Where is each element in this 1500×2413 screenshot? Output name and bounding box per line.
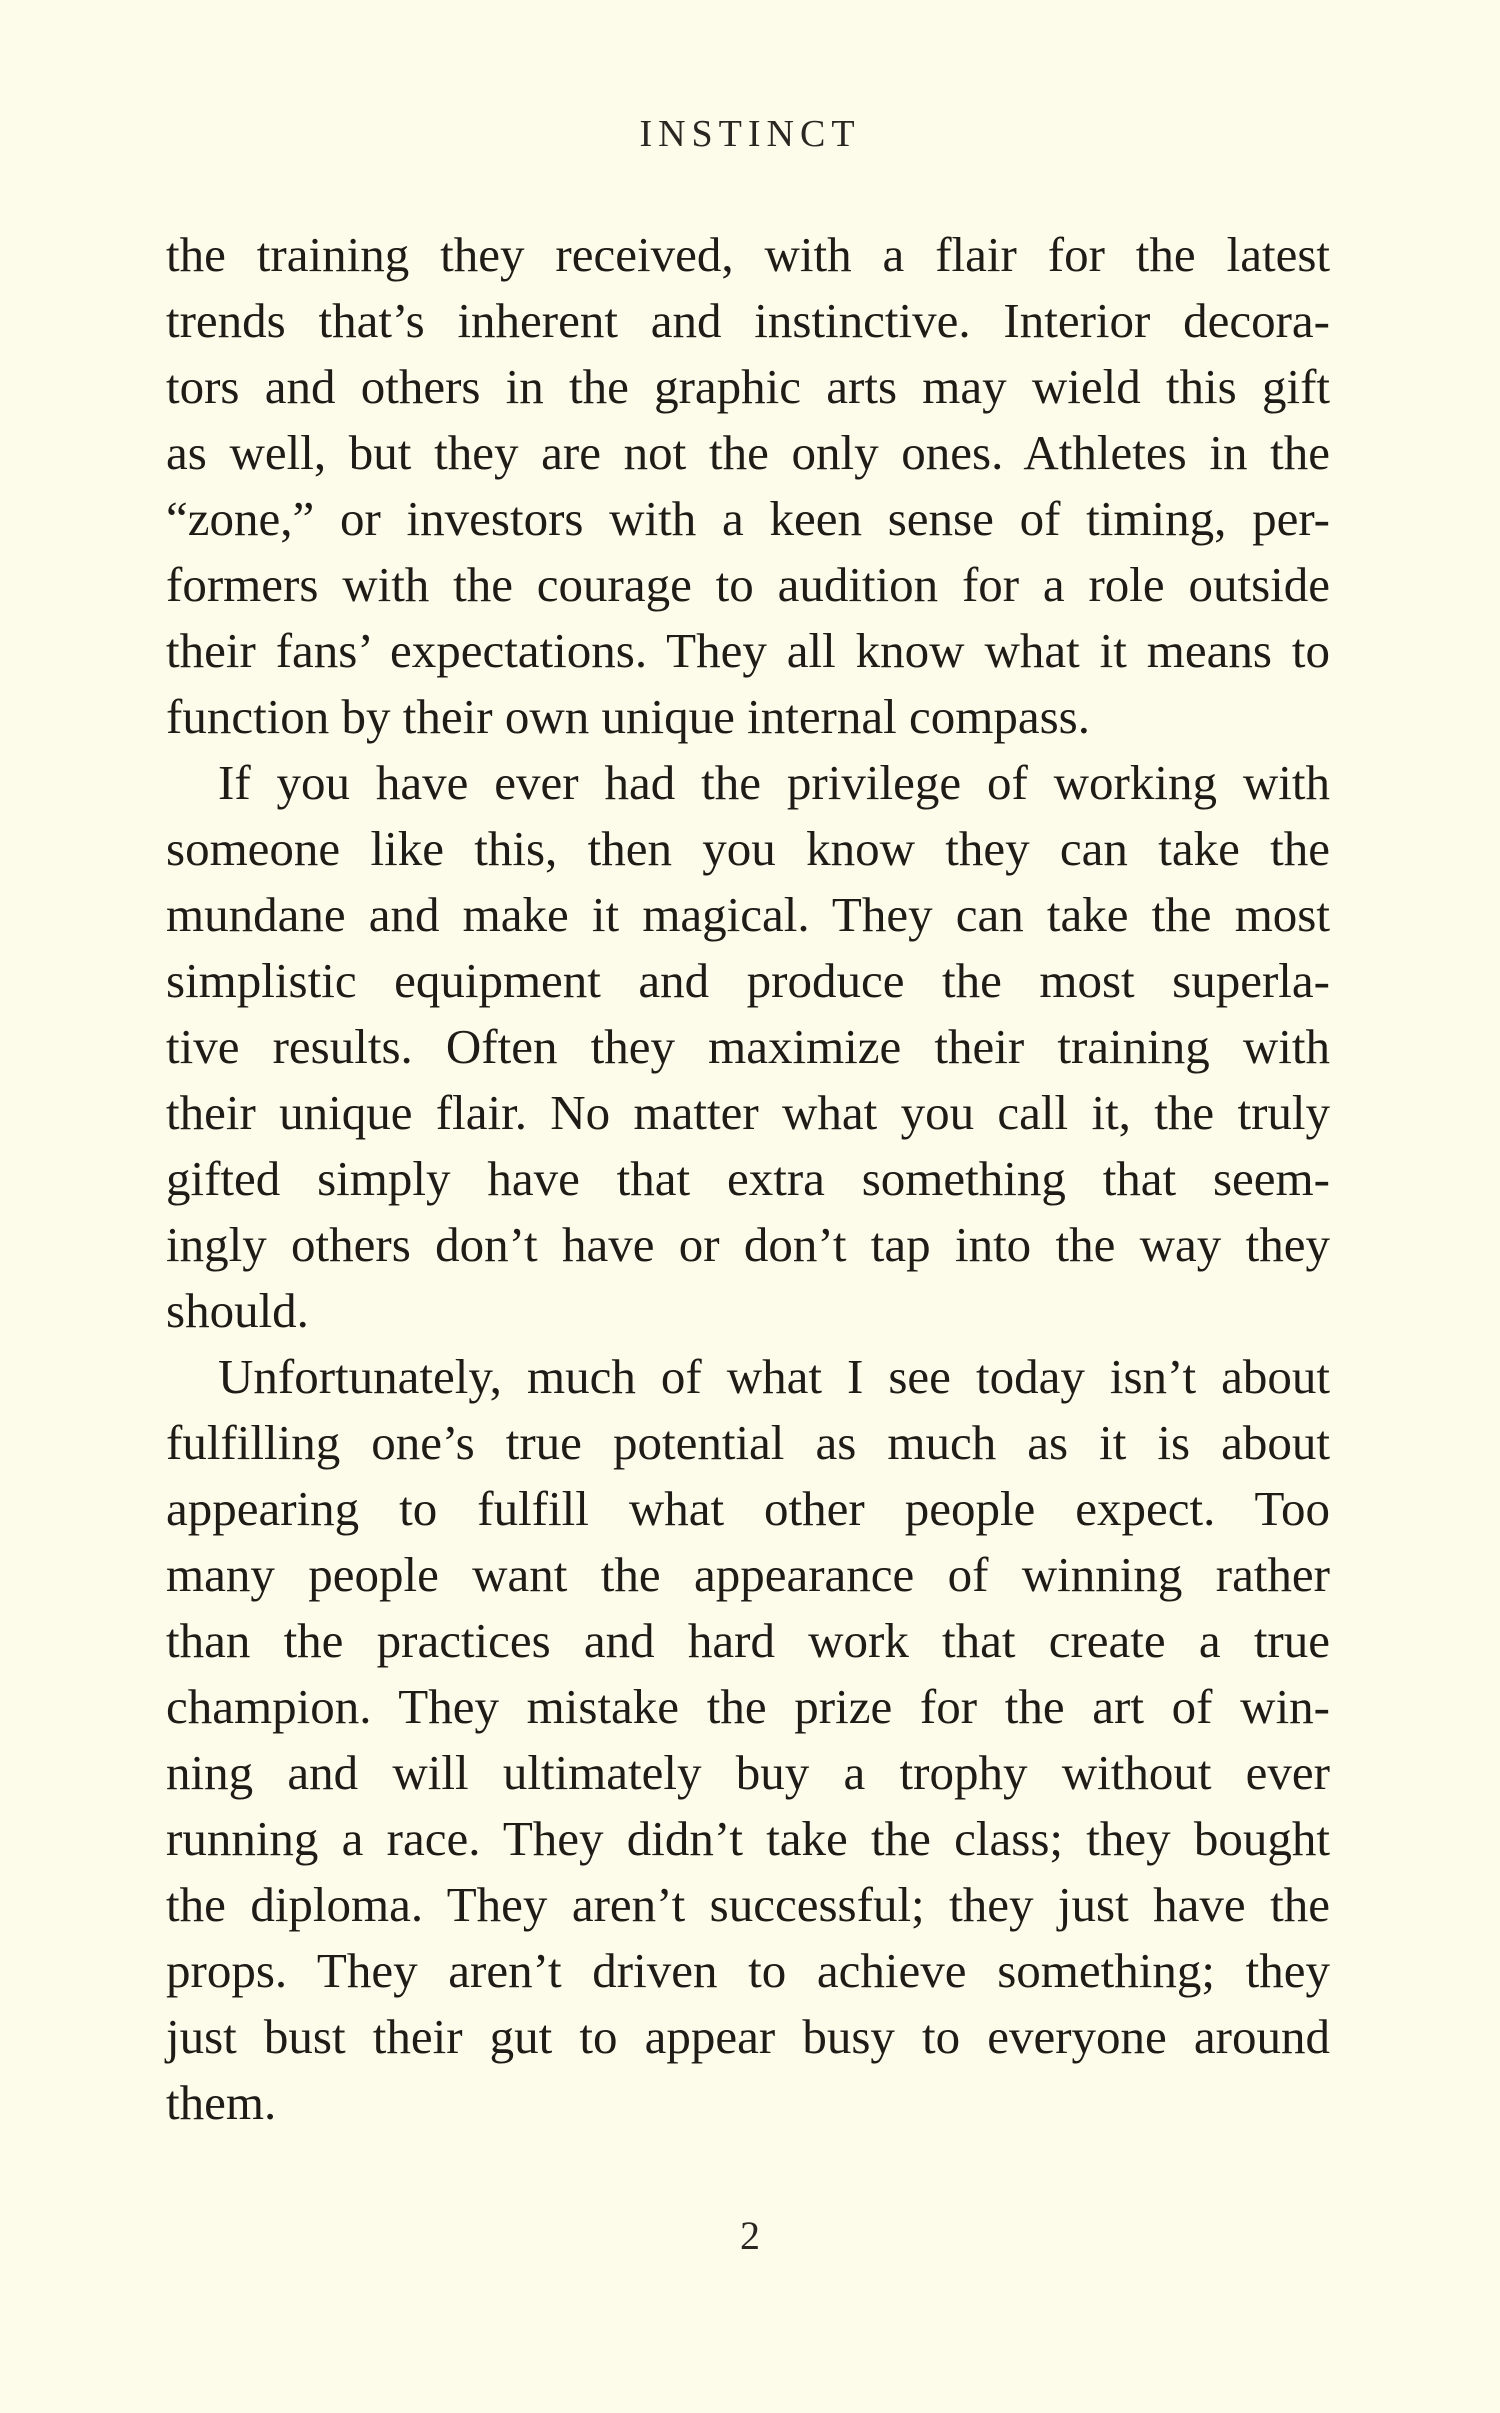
text-line: champion. They mistake the prize for the art of win- <box>166 1679 1330 1734</box>
text-line: their unique flair. No matter what you call it, the truly <box>166 1085 1330 1140</box>
text-line: ning and will ultimately buy a trophy without ever <box>166 1745 1330 1800</box>
running-head: INSTINCT <box>639 113 861 155</box>
text-line: their fans’ expectations. They all know what it means to <box>166 623 1330 678</box>
text-line: appearing to fulfill what other people expect. Too <box>166 1481 1330 1536</box>
text-line: the diploma. They aren’t successful; they just have the <box>166 1877 1330 1932</box>
text-line: Unfortunately, much of what I see today isn’t about <box>218 1349 1330 1404</box>
text-line: as well, but they are not the only ones. Athletes in the <box>166 425 1330 480</box>
text-line: simplistic equipment and produce the most superla- <box>166 953 1330 1008</box>
text-line: than the practices and hard work that create a true <box>166 1613 1330 1668</box>
text-line: ingly others don’t have or don’t tap into the way they <box>166 1217 1330 1272</box>
text-line: formers with the courage to audition for a role outside <box>166 557 1330 612</box>
text-line: trends that’s inherent and instinctive. Interior decora- <box>166 293 1330 348</box>
text-line: tors and others in the graphic arts may wield this gift <box>166 359 1330 414</box>
page-number: 2 <box>740 2213 760 2258</box>
text-line: them. <box>166 2075 277 2130</box>
text-line: If you have ever had the privilege of working with <box>218 755 1330 810</box>
text-line: tive results. Often they maximize their training with <box>166 1019 1330 1074</box>
text-line: someone like this, then you know they can take the <box>166 821 1330 876</box>
text-line: many people want the appearance of winning rather <box>166 1547 1330 1602</box>
text-line: mundane and make it magical. They can take the most <box>166 887 1330 942</box>
text-line: “zone,” or investors with a keen sense of timing, per- <box>166 491 1330 546</box>
text-line: function by their own unique internal compass. <box>166 689 1090 744</box>
text-line: gifted simply have that extra something that seem- <box>166 1151 1330 1206</box>
body-text <box>166 222 1330 2136</box>
text-line: fulfilling one’s true potential as much as it is about <box>166 1415 1330 1470</box>
text-line: just bust their gut to appear busy to everyone around <box>166 2009 1330 2064</box>
text-line: should. <box>166 1283 309 1338</box>
text-line: running a race. They didn’t take the class; they bought <box>166 1811 1330 1866</box>
text-line: props. They aren’t driven to achieve something; they <box>166 1943 1330 1998</box>
text-line: the training they received, with a flair for the latest <box>166 227 1330 282</box>
